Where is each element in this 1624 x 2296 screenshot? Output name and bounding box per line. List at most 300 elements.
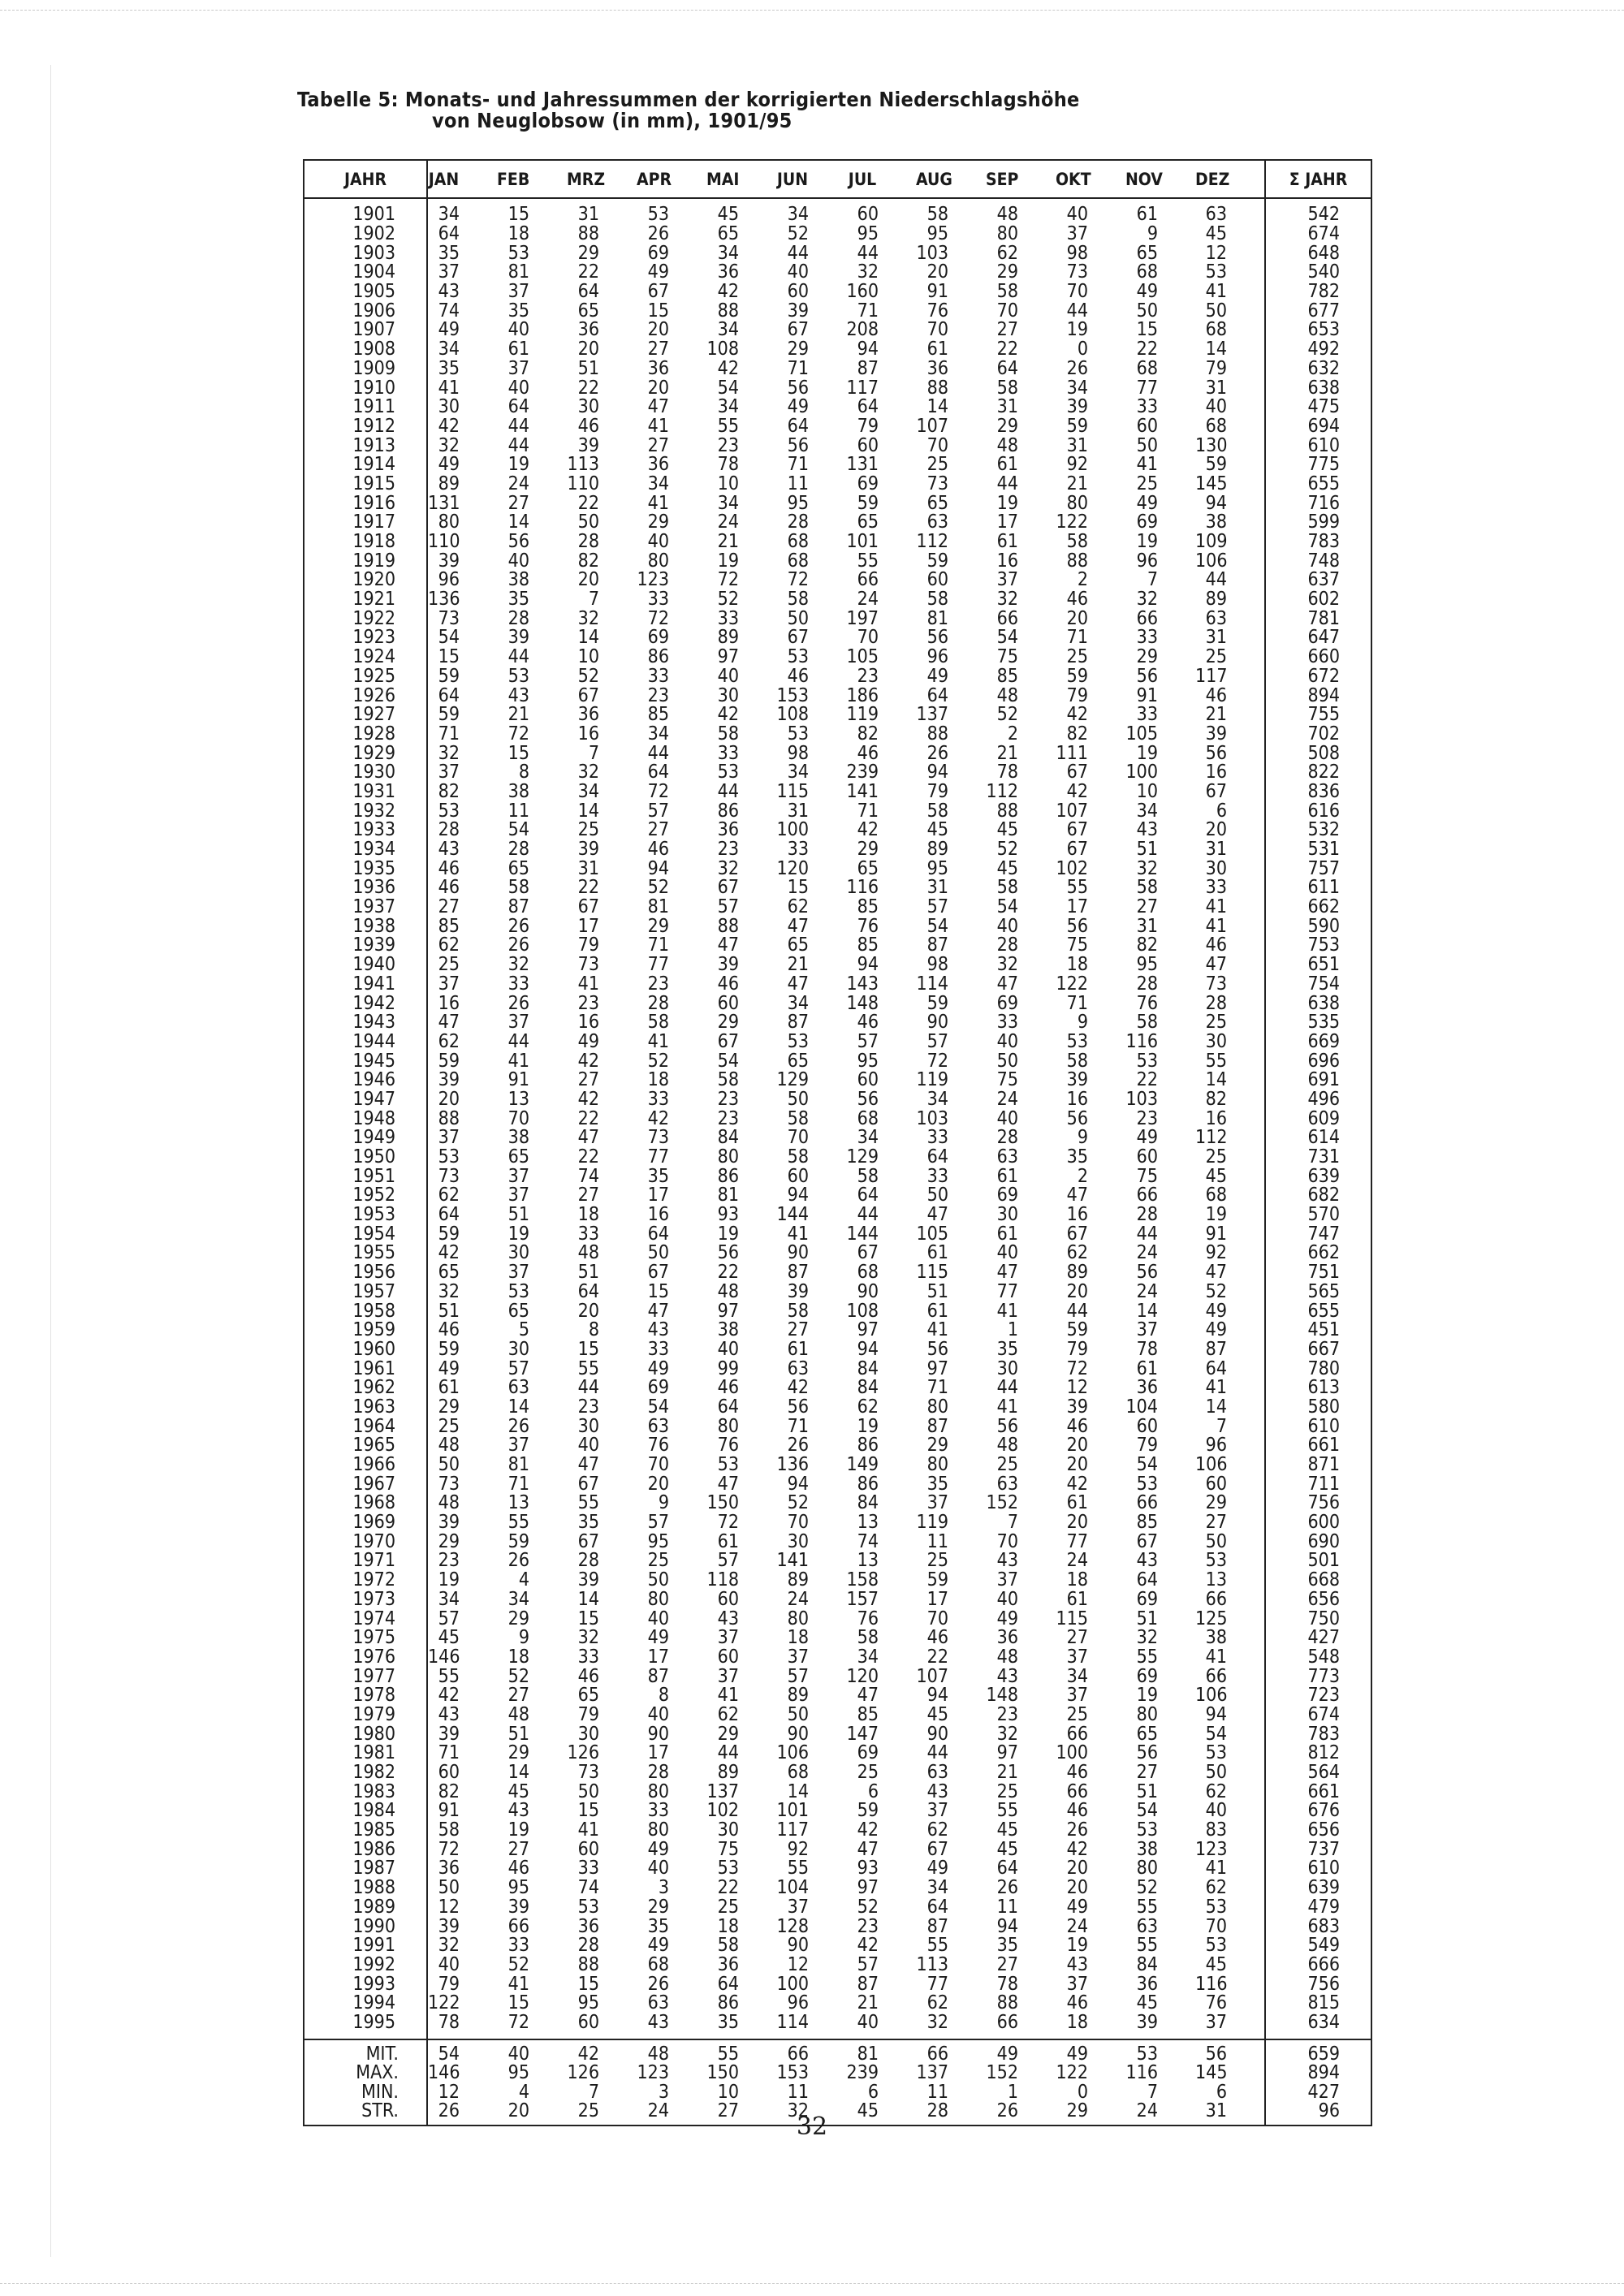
month-value-cell: 93 [857,1859,879,1879]
annual-sum-cell: 750 [1265,1609,1371,1629]
month-value-cell: 60 [1205,1474,1227,1495]
month-value-cell: 76 [857,917,879,937]
month-value-cell: 94 [857,339,879,360]
month-value-cell: 117 [846,378,879,398]
month-value-cell: 87 [508,897,529,917]
month-value-cell: 3 [658,1878,669,1898]
month-value-cell: 97 [857,1878,879,1898]
statistic-label: STR. [304,2102,427,2126]
month-value-cell: 33 [926,1167,948,1187]
year-cell: 1965 [304,1436,427,1456]
month-value-cell: 25 [647,1552,669,1571]
month-value-cell: 32 [1136,859,1158,879]
statistic-value: 10 [717,2082,739,2103]
month-value-cell: 66 [1136,1494,1158,1513]
month-value-cell: 82 [577,551,599,572]
annual-sum-cell: 815 [1265,1994,1371,2013]
month-value-cell: 81 [717,1186,739,1206]
month-value-cell: 30 [1205,859,1227,879]
month-value-cell: 42 [438,1244,460,1263]
month-value-cell: 34 [438,1590,460,1610]
month-value-cell: 37 [508,1012,529,1033]
month-value-cell: 91 [508,1070,529,1090]
month-value-cell: 43 [647,2013,669,2033]
year-cell: 1971 [304,1552,427,1571]
month-value-cell: 55 [857,551,879,572]
month-value-cell: 126 [567,1744,599,1763]
month-value-cell: 92 [1205,1244,1227,1263]
month-value-cell: 14 [508,513,529,533]
month-value-cell: 52 [508,1955,529,1975]
month-value-cell: 89 [1205,589,1227,610]
year-cell: 1949 [304,1129,427,1148]
month-value-cell: 62 [1066,1244,1088,1263]
month-value-cell: 9 [1147,224,1158,244]
month-value-cell: 44 [717,782,739,802]
month-value-cell: 41 [577,1820,599,1841]
month-value-cell: 61 [717,1532,739,1552]
year-cell: 1981 [304,1744,427,1763]
month-value-cell: 33 [647,1090,669,1110]
month-value-cell: 61 [1136,1359,1158,1379]
month-value-cell: 58 [996,378,1018,398]
month-value-cell: 45 [1205,224,1227,244]
month-value-cell: 94 [787,1186,809,1206]
month-value-cell: 48 [438,1494,460,1513]
month-value-cell: 47 [438,1012,460,1033]
month-value-cell: 75 [1136,1167,1158,1187]
annual-sum-cell: 782 [1265,283,1371,302]
year-cell: 1970 [304,1532,427,1552]
month-value-cell: 92 [1066,455,1088,475]
month-value-cell: 87 [926,1417,948,1436]
statistic-value: 427 [1265,2083,1371,2103]
month-value-cell: 21 [1066,474,1088,494]
month-value-cell: 88 [438,1109,460,1129]
month-value-cell: 46 [438,1320,460,1340]
month-value-cell: 53 [508,244,529,264]
month-value-cell: 23 [717,1109,739,1129]
year-cell: 1957 [304,1283,427,1302]
month-value-cell: 48 [996,436,1018,455]
table-row [304,551,1371,571]
caption-line-1: Tabelle 5: Monats- und Jahressummen der korrigierten Niederschlagshöhe [297,88,1080,111]
month-value-cell: 44 [926,1744,948,1763]
month-value-cell: 77 [926,1974,948,1994]
month-value-cell: 114 [776,2013,809,2033]
column-header: JAHR [304,160,427,198]
month-value-cell: 66 [1066,1724,1088,1744]
annual-sum-cell: 616 [1265,801,1371,821]
month-value-cell: 62 [438,1186,460,1206]
month-value-cell: 58 [926,204,948,225]
month-value-cell: 54 [508,821,529,840]
month-value-cell: 36 [438,1859,460,1879]
month-value-cell: 35 [1066,1147,1088,1167]
annual-sum-cell: 676 [1265,1802,1371,1821]
table-row [304,1301,1371,1321]
annual-sum-cell: 751 [1265,1263,1371,1283]
month-value-cell: 60 [1136,1147,1158,1167]
month-value-cell: 95 [577,1993,599,2013]
month-value-cell: 17 [647,1744,669,1763]
month-value-cell: 33 [1136,705,1158,725]
annual-sum-cell: 812 [1265,1744,1371,1763]
month-value-cell: 90 [787,1244,809,1263]
month-value-cell: 77 [1136,378,1158,398]
month-value-cell: 27 [996,321,1018,340]
month-value-cell: 100 [1056,1744,1088,1763]
annual-sum-cell: 653 [1265,321,1371,340]
table-row [304,1494,1371,1513]
month-value-cell: 22 [717,1878,739,1898]
month-value-cell: 41 [787,1224,809,1245]
month-value-cell: 74 [577,1167,599,1187]
month-value-cell: 69 [996,1186,1018,1206]
annual-sum-cell: 674 [1265,225,1371,244]
month-value-cell: 54 [1136,1802,1158,1821]
month-value-cell: 62 [996,244,1018,264]
month-value-cell: 15 [647,1282,669,1302]
month-value-cell: 37 [438,762,460,783]
month-value-cell: 24 [1066,1917,1088,1936]
month-value-cell: 44 [857,244,879,264]
table-row [304,1090,1371,1110]
month-value-cell: 36 [996,1628,1018,1648]
month-value-cell: 26 [926,744,948,763]
month-value-cell: 38 [508,782,529,802]
month-value-cell: 55 [926,1936,948,1956]
month-value-cell: 144 [776,1205,809,1225]
year-cell: 1914 [304,455,427,475]
month-value-cell: 128 [776,1917,809,1936]
month-value-cell: 50 [647,1244,669,1263]
month-value-cell: 72 [508,2013,529,2033]
month-value-cell: 26 [508,994,529,1013]
month-value-cell: 44 [647,744,669,763]
month-value-cell: 80 [647,551,669,572]
year-cell: 1951 [304,1167,427,1186]
month-value-cell: 56 [996,1417,1018,1436]
month-value-cell: 62 [717,1705,739,1725]
month-value-cell: 4 [518,1570,529,1590]
month-value-cell: 15 [577,1340,599,1360]
table-row [304,1417,1371,1436]
month-value-cell: 25 [577,821,599,840]
month-value-cell: 34 [508,1590,529,1610]
month-value-cell: 60 [717,994,739,1013]
month-value-cell: 150 [706,1494,739,1513]
month-value-cell: 53 [508,667,529,687]
month-value-cell: 1 [1007,1320,1018,1340]
month-value-cell: 55 [438,1667,460,1686]
month-value-cell: 42 [717,282,739,302]
month-value-cell: 64 [647,762,669,783]
month-value-cell: 33 [996,1012,1018,1033]
table-row [304,1321,1371,1340]
month-value-cell: 40 [1205,397,1227,417]
table-row [304,1667,1371,1686]
month-value-cell: 35 [438,359,460,379]
annual-sum-cell: 716 [1265,494,1371,513]
month-value-cell: 58 [926,589,948,610]
month-value-cell: 12 [438,1897,460,1918]
month-value-cell: 59 [508,1532,529,1552]
month-value-cell: 69 [1136,513,1158,533]
month-value-cell: 141 [846,782,879,802]
month-value-cell: 14 [577,1590,599,1610]
month-value-cell: 85 [1136,1513,1158,1533]
month-value-cell: 39 [577,436,599,455]
month-value-cell: 62 [1205,1782,1227,1802]
year-cell: 1953 [304,1206,427,1225]
annual-sum-cell: 496 [1265,1090,1371,1110]
month-value-cell: 15 [1136,321,1158,340]
statistic-value: 31 [1195,2102,1265,2126]
month-value-cell: 54 [647,1397,669,1418]
month-value-cell: 34 [857,1129,879,1148]
month-value-cell: 53 [1136,1820,1158,1841]
year-cell: 1942 [304,994,427,1013]
month-value-cell: 46 [787,667,809,687]
month-value-cell: 105 [916,1224,948,1245]
year-cell: 1925 [304,667,427,687]
annual-sum-cell: 871 [1265,1456,1371,1475]
month-value-cell: 103 [1125,1090,1158,1110]
table-row [304,744,1371,763]
month-value-cell: 42 [787,1378,809,1398]
table-row [304,706,1371,725]
table-row [304,1109,1371,1129]
month-value-cell: 21 [717,532,739,552]
year-cell: 1956 [304,1263,427,1283]
month-value-cell: 79 [1136,1436,1158,1456]
column-header: JUN [776,160,846,198]
month-value-cell: 90 [926,1012,948,1033]
year-cell: 1933 [304,821,427,840]
month-value-cell: 7 [1007,1513,1018,1533]
month-value-cell: 78 [996,762,1018,783]
statistic-value: 153 [776,2064,809,2083]
table-row [304,1071,1371,1090]
month-value-cell: 29 [1136,647,1158,667]
month-value-cell: 26 [508,1417,529,1436]
month-value-cell: 55 [1136,1647,1158,1668]
month-value-cell: 53 [1136,1474,1158,1495]
annual-sum-cell: 780 [1265,1359,1371,1379]
table-row [304,244,1371,263]
table-row [304,1936,1371,1956]
month-value-cell: 45 [508,1782,529,1802]
month-value-cell: 100 [776,1974,809,1994]
month-value-cell: 57 [857,1032,879,1052]
month-value-cell: 37 [787,1647,809,1668]
header-row [304,160,1371,198]
month-value-cell: 63 [1205,609,1227,629]
month-value-cell: 59 [1066,416,1088,437]
month-value-cell: 57 [647,801,669,821]
annual-sum-cell: 648 [1265,244,1371,263]
month-value-cell: 83 [1205,1820,1227,1841]
month-value-cell: 86 [717,1993,739,2013]
month-value-cell: 70 [857,628,879,648]
statistic-value: 116 [1125,2064,1158,2083]
month-value-cell: 41 [1205,282,1227,302]
month-value-cell: 110 [428,532,460,552]
month-value-cell: 59 [926,1570,948,1590]
month-value-cell: 35 [438,244,460,264]
month-value-cell: 71 [857,301,879,322]
month-value-cell: 33 [508,974,529,995]
month-value-cell: 40 [996,1109,1018,1129]
month-value-cell: 25 [1066,647,1088,667]
annual-sum-cell: 822 [1265,763,1371,783]
month-value-cell: 44 [508,1032,529,1052]
month-value-cell: 58 [996,878,1018,898]
month-value-cell: 84 [857,1359,879,1379]
year-cell: 1909 [304,360,427,379]
annual-sum-cell: 570 [1265,1206,1371,1225]
month-value-cell: 72 [508,724,529,744]
month-value-cell: 26 [996,1878,1018,1898]
month-value-cell: 29 [577,244,599,264]
month-value-cell: 60 [1136,1417,1158,1436]
month-value-cell: 54 [926,917,948,937]
month-value-cell: 25 [1205,1147,1227,1167]
month-value-cell: 15 [577,1974,599,1994]
month-value-cell: 48 [717,1282,739,1302]
month-value-cell: 41 [1205,1859,1227,1879]
month-value-cell: 44 [717,1744,739,1763]
month-value-cell: 23 [647,974,669,995]
month-value-cell: 43 [926,1782,948,1802]
month-value-cell: 62 [438,936,460,956]
month-value-cell: 131 [846,455,879,475]
month-value-cell: 34 [438,339,460,360]
month-value-cell: 71 [787,1417,809,1436]
statistic-value: 3 [658,2082,669,2103]
annual-sum-cell: 753 [1265,936,1371,956]
month-value-cell: 40 [717,667,739,687]
month-value-cell: 61 [1066,1494,1088,1513]
month-value-cell: 33 [647,1802,669,1821]
month-value-cell: 63 [996,1474,1018,1495]
month-value-cell: 39 [438,1070,460,1090]
table-row [304,263,1371,283]
month-value-cell: 58 [926,801,948,821]
month-value-cell: 49 [647,1936,669,1956]
month-value-cell: 36 [1136,1974,1158,1994]
month-value-cell: 45 [717,204,739,225]
month-value-cell: 50 [926,1186,948,1206]
month-value-cell: 55 [717,416,739,437]
month-value-cell: 34 [787,762,809,783]
month-value-cell: 115 [916,1262,948,1283]
month-value-cell: 49 [1205,1320,1227,1340]
month-value-cell: 30 [508,1244,529,1263]
month-value-cell: 69 [647,628,669,648]
month-value-cell: 28 [996,1129,1018,1148]
month-value-cell: 60 [438,1763,460,1783]
month-value-cell: 57 [438,1609,460,1629]
month-value-cell: 33 [508,1936,529,1956]
year-cell: 1936 [304,878,427,898]
month-value-cell: 40 [647,1609,669,1629]
table-row [304,1456,1371,1475]
year-cell: 1907 [304,321,427,340]
month-value-cell: 107 [1056,801,1088,821]
month-value-cell: 96 [1136,551,1158,572]
month-value-cell: 116 [1125,1032,1158,1052]
month-value-cell: 80 [1136,1859,1158,1879]
month-value-cell: 9 [518,1628,529,1648]
month-value-cell: 137 [916,705,948,725]
month-value-cell: 66 [1205,1667,1227,1686]
month-value-cell: 29 [996,416,1018,437]
column-header: FEB [497,160,567,198]
month-value-cell: 45 [438,1628,460,1648]
year-cell: 1947 [304,1090,427,1110]
month-value-cell: 85 [857,897,879,917]
month-value-cell: 52 [647,1051,669,1071]
month-value-cell: 53 [1066,1032,1088,1052]
month-value-cell: 95 [926,224,948,244]
month-value-cell: 14 [787,1782,809,1802]
month-value-cell: 38 [1136,1840,1158,1860]
month-value-cell: 31 [926,878,948,898]
month-value-cell: 80 [926,1397,948,1418]
table-row [304,667,1371,687]
month-value-cell: 57 [717,1552,739,1571]
month-value-cell: 77 [996,1282,1018,1302]
month-value-cell: 59 [438,667,460,687]
month-value-cell: 50 [1136,301,1158,322]
month-value-cell: 73 [577,955,599,975]
month-value-cell: 54 [996,897,1018,917]
month-value-cell: 20 [647,321,669,340]
month-value-cell: 20 [438,1090,460,1110]
month-value-cell: 80 [926,1455,948,1475]
month-value-cell: 29 [647,513,669,533]
month-value-cell: 74 [438,301,460,322]
month-value-cell: 34 [926,1878,948,1898]
table-row [304,628,1371,648]
month-value-cell: 69 [857,1744,879,1763]
month-value-cell: 27 [787,1320,809,1340]
table-row [304,1686,1371,1706]
month-value-cell: 87 [787,1262,809,1283]
month-value-cell: 95 [647,1532,669,1552]
year-cell: 1902 [304,225,427,244]
month-value-cell: 32 [438,1936,460,1956]
annual-sum-cell: 836 [1265,783,1371,802]
annual-sum-cell: 564 [1265,1763,1371,1783]
month-value-cell: 30 [787,1532,809,1552]
table-row [304,225,1371,244]
month-value-cell: 38 [717,1320,739,1340]
month-value-cell: 67 [1205,782,1227,802]
month-value-cell: 22 [1136,1070,1158,1090]
month-value-cell: 117 [776,1820,809,1841]
month-value-cell: 82 [1066,724,1088,744]
year-cell: 1985 [304,1821,427,1841]
month-value-cell: 39 [438,1513,460,1533]
caption-line-2: von Neuglobsow (in mm), 1901/95 [432,109,793,132]
month-value-cell: 43 [996,1552,1018,1571]
month-value-cell: 45 [926,821,948,840]
month-value-cell: 32 [577,762,599,783]
month-value-cell: 28 [577,1936,599,1956]
